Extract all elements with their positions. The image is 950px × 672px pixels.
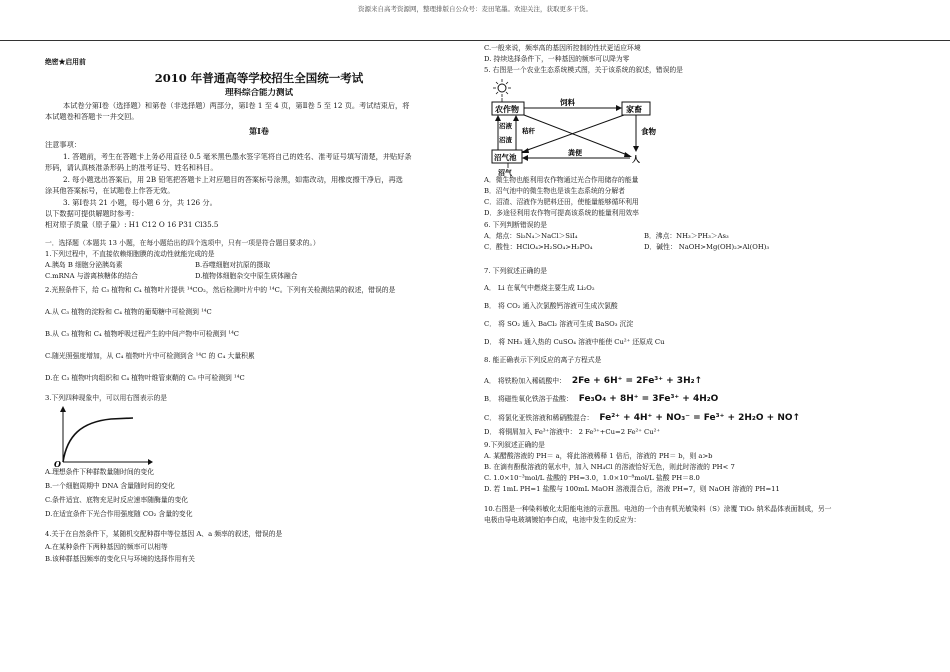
q5-option-a: A．微生物也能利用农作物通过光合作用储存的能量 xyxy=(484,176,639,184)
watermark-header: 资源来自高考资源网，整理排版自公众号：麦田笔墨。欢迎关注，获取更多干货。 xyxy=(358,5,592,13)
label-livestock: 家畜 xyxy=(626,104,642,114)
q5-diagram xyxy=(484,78,924,176)
graph-y-arrow xyxy=(60,406,66,412)
note-2a: 2. 每小题选出答案后，用 2B 铅笔把答题卡上对应题目的答案标号涂黑，如需改动，用橡皮擦干净后，再选 xyxy=(63,176,403,184)
q6-stem: 6. 下列判断错误的是 xyxy=(484,221,548,229)
label-food: 食物 xyxy=(641,127,656,136)
q9-option-a: A. 某醋酸溶液的 PH＝ a，将此溶液稀释 1 倍后，溶液的 PH＝ b，则 a>b xyxy=(484,452,713,460)
q4-option-c: C.一般来说，频率高的基因所控制的性状更适应环境 xyxy=(484,44,641,52)
label-slag: 沼渣 xyxy=(499,136,512,144)
q2-option-b: B.从 C₃ 植物和 C₄ 植物呼吸过程产生的中间产物中可检测到 ¹⁴C xyxy=(45,330,239,338)
q4-option-a: A.在某种条件下两种基因的频率可以相等 xyxy=(45,543,168,551)
q7-stem: 7. 下列叙述正确的是 xyxy=(484,267,548,275)
q4-option-b: B.该种群基因频率的变化只与环境的选择作用有关 xyxy=(45,555,195,563)
q8-option-b-equation: Fe₃O₄ + 8H⁺ = 3Fe³⁺ + 4H₂O xyxy=(578,393,719,404)
graph-curve xyxy=(63,418,133,462)
q5-option-d: D．多途径利用农作物可提高该系统的能量利用效率 xyxy=(484,209,639,217)
q1-option-d: D.植物体细胞杂交中原生质体融合 xyxy=(195,272,298,280)
q2-option-d: D.在 C₃ 植物叶肉组织和 C₄ 植物叶维管束鞘的 C₅ 中可检测到 ¹⁴C xyxy=(45,374,245,382)
q4-stem: 4.关于在自然条件下，某随机交配种群中等位基因 A、a 频率的叙述，错误的是 xyxy=(45,530,283,538)
label-feed: 饲料 xyxy=(560,98,575,107)
q6-option-d: D．碱性： NaOH>Mg(OH)₂>Al(OH)₃ xyxy=(644,243,770,251)
q2-stem: 2.光照条件下，给 C₃ 植物和 C₄ 植物叶片提供 ¹⁴CO₂，然后检测叶片中的 ¹⁴C。下列有关检测结果的叙述，错误的是 xyxy=(45,286,396,294)
graph-origin-label: O xyxy=(54,459,61,468)
q3-option-a: A.理想条件下种群数量随时间的变化 xyxy=(45,468,155,476)
q8-option-a-equation: 2Fe + 6H⁺ = 2Fe³⁺ + 3H₂↑ xyxy=(571,375,703,386)
q1-stem: 1.下列过程中，不直接依赖细胞膜的流动性就能完成的是 xyxy=(45,250,215,258)
exam-subtitle: 理科综合能力测试 xyxy=(224,88,293,98)
q7-option-d: D． 将 NH₃ 通入热的 CuSO₄ 溶液中能使 Cu²⁺ 还原成 Cu xyxy=(484,338,665,346)
q1-option-c: C.mRNA 与游离核糖体的结合 xyxy=(45,272,138,280)
q5-option-c: C．沼渣、沼液作为肥料还田，使能量能够循环利用 xyxy=(484,198,639,206)
secret-label: 绝密★启用前 xyxy=(45,58,86,66)
q9-option-d: D. 若 1mL PH=1 盐酸与 100mL MaOH 溶液混合后，溶液 PH=7，则 NaOH 溶液的 PH=11 xyxy=(484,485,780,493)
q5-option-b: B．沼气池中的微生物也是该生态系统的分解者 xyxy=(484,187,625,195)
q3-option-c: C.条件适宜、底物充足时反应速率随酶量的变化 xyxy=(45,496,189,504)
left-column xyxy=(45,44,473,669)
q9-stem: 9.下列叙述正确的是 xyxy=(484,441,545,449)
exam-title: 2010 年普通高等学校招生全国统一考试 xyxy=(154,72,364,85)
label-manure: 粪便 xyxy=(568,148,582,157)
q2-option-a: A.从 C₃ 植物的淀粉和 C₄ 植物的葡萄糖中可检测到 ¹⁴C xyxy=(45,308,212,316)
q3-option-d: D.在适宜条件下光合作用强度随 CO₂ 含量的变化 xyxy=(45,510,193,518)
label-human: 人 xyxy=(632,154,640,164)
label-digester: 沼气池 xyxy=(494,153,517,162)
q2-option-c: C.随光照强度增加，从 C₄ 植物叶片中可检测到含 ¹⁴C 的 C₄ 大量积累 xyxy=(45,352,255,360)
q7-option-a: A． Li 在氧气中燃烧主要生成 Li₂O₂ xyxy=(484,284,595,292)
q6-option-a: A．熔点：Si₃N₄＞NaCl＞SiI₄ xyxy=(484,232,578,240)
header-divider xyxy=(0,40,950,41)
q6-option-b: B．沸点：NH₃＞PH₃＞As₃ xyxy=(644,232,729,240)
q8-option-d: D． 将铜屑加入 Fe³⁺溶液中： 2 Fe³⁺+Cu=2 Fe²⁺ Cu²⁺ xyxy=(484,428,660,436)
q3-stem: 3.下列四种现象中，可以用右图表示的是 xyxy=(45,394,168,402)
q3-graph xyxy=(45,406,473,468)
section-one-heading: 一．选择题（本题共 13 小题，在每小题给出的四个选项中，只有一项是符合题目要求的。） xyxy=(45,239,320,247)
q8-stem: 8. 能正确表示下列反应的离子方程式是 xyxy=(484,356,602,364)
part-one-heading: 第Ⅰ卷 xyxy=(249,127,269,136)
label-residue: 沼液 xyxy=(499,122,512,130)
q8-option-a-label: A． 将铁粉加入稀硫酸中： xyxy=(484,376,566,385)
eco-system-diagram xyxy=(490,78,730,176)
note-1b: 形码，请认真核准条形码上的准考证号、姓名和科目。 xyxy=(45,164,218,172)
q5-stem: 5. 右图是一个农业生态系统模式图，关于该系统的叙述，错误的是 xyxy=(484,66,683,74)
label-crops: 农作物 xyxy=(495,104,519,114)
note-1a: 1. 答题前，考生在答题卡上务必用直径 0.5 毫米黑色墨水签字笔将自己的姓名、准考证号填写清楚，并贴好条 xyxy=(63,153,412,161)
q8-option-c-equation: Fe²⁺ + 4H⁺ + NO₃⁻ = Fe³⁺ + 2H₂O + NO↑ xyxy=(599,412,801,423)
note-2b: 涂其他答案标号，在试题卷上作答无效。 xyxy=(45,187,175,195)
right-column xyxy=(484,44,924,669)
q10-stem-1: 10.右图是一种染料敏化太阳能电池的示意图。电池的一个由有机光敏染料（S）涂覆 TiO₂ 纳米晶体表面制成，另一 xyxy=(484,505,832,513)
atomic-mass: 相对原子质量（原子量）: H1 C12 O 16 P31 Cl35.5 xyxy=(45,221,219,229)
q8-option-b-label: B． 将磁性氧化铁溶于盐酸： xyxy=(484,394,573,403)
q6-option-c: C．酸性：HClO₄>H₂SO₄>H₃PO₄ xyxy=(484,243,593,251)
q7-option-c: C． 将 SO₂ 通入 BaCl₂ 溶液可生成 BaSO₃ 沉淀 xyxy=(484,320,634,328)
q7-option-b: B． 将 CO₂ 通入次氯酸钙溶液可生成次氯酸 xyxy=(484,302,618,310)
label-gas: 沼气 xyxy=(498,168,512,176)
note-3: 3. 第Ⅰ卷共 21 小题，每小题 6 分，共 126 分。 xyxy=(63,199,217,207)
sun-icon xyxy=(493,79,511,97)
intro-line-2: 本试题卷和答题卡一并交回。 xyxy=(45,113,139,121)
q9-option-b: B. 在滴有酚酞溶液的氨水中，加入 NH₄Cl 的溶液恰好无色，则此时溶液的 PH< 7 xyxy=(484,463,735,471)
q1-option-b: B.吞噬细胞对抗原的摄取 xyxy=(195,261,271,269)
q3-option-b: B.一个细胞周期中 DNA 含量随时间的变化 xyxy=(45,482,175,490)
q10-stem-2: 电极由导电玻璃镀铂李白成，电池中发生的反应为： xyxy=(484,516,641,524)
label-straw: 秸秆 xyxy=(522,127,535,135)
q4-option-d: D. 持续选择条件下，一种基因的频率可以降为零 xyxy=(484,55,630,63)
q8-option-c-label: C． 将氯化亚铁溶液和稀硝酸混合： xyxy=(484,413,594,422)
q1-option-a: A.胰岛 B 细胞分泌胰岛素 xyxy=(45,261,123,269)
data-hint: 以下数据可提供解题时参考： xyxy=(45,210,139,218)
notes-title: 注意事项： xyxy=(45,141,81,149)
intro-line-1: 本试卷分第Ⅰ卷（选择题）和第卷（非选择题）两部分，第Ⅰ卷 1 至 4 页，第Ⅱ卷 5 至 12 页。考试结束后，将 xyxy=(63,102,410,110)
saturation-curve-graph xyxy=(53,406,153,468)
graph-x-arrow xyxy=(148,459,153,465)
q9-option-c: C. 1.0×10⁻³mol/L 盐酸的 PH=3.0，1.0×10⁻⁸mol/L 盐酸 PH＝8.0 xyxy=(484,474,700,482)
